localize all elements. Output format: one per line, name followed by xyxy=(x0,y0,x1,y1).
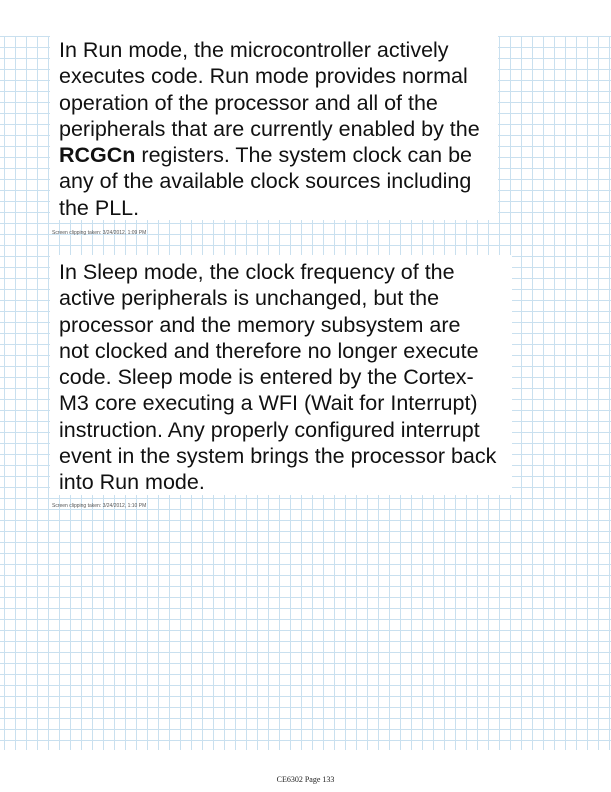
screen-clipping-sleep-mode xyxy=(50,255,512,495)
text-line: executes code. Run mode provides normal xyxy=(59,64,468,89)
text-line: event in the system brings the processor back xyxy=(59,444,497,469)
screen-clipping-caption: Screen clipping taken: 3/24/2012, 1:10 PM xyxy=(52,503,147,509)
text-fragment: registers. The system clock can be xyxy=(141,143,473,168)
text-line: active peripherals is unchanged, but the xyxy=(59,286,440,311)
screen-clipping-caption: Screen clipping taken: 3/24/2012, 1:09 PM xyxy=(52,230,147,236)
text-line-with-bold-term xyxy=(59,142,480,168)
text-line: code. Sleep mode is entered by the Cortex- xyxy=(59,365,474,390)
text-line: In Run mode, the microcontroller actively xyxy=(59,38,449,62)
text-line: any of the available clock sources including xyxy=(59,169,472,194)
bold-term-rcgcn: RCGCn xyxy=(59,143,136,168)
page-footer xyxy=(0,775,611,784)
text-line: peripherals that are currently enabled by the xyxy=(59,116,480,141)
clipping-text-sleep-mode xyxy=(59,259,496,496)
text-line: In Sleep mode, the clock frequency of the xyxy=(59,260,455,284)
text-line: processor and the memory subsystem are xyxy=(59,312,461,337)
text-line: operation of the processor and all of the xyxy=(59,90,438,115)
page-number-label: CE6302 Page 133 xyxy=(276,775,335,784)
text-line: M3 core executing a WFI (Wait for Interrupt) xyxy=(59,391,478,416)
text-line: into Run mode. xyxy=(59,470,205,495)
text-line: instruction. Any properly configured interrupt xyxy=(59,417,480,442)
clipping-text-run-mode xyxy=(59,37,480,221)
text-line: the PLL. xyxy=(59,195,140,220)
text-line: not clocked and therefore no longer execute xyxy=(59,338,479,363)
screen-clipping-run-mode xyxy=(50,36,498,220)
